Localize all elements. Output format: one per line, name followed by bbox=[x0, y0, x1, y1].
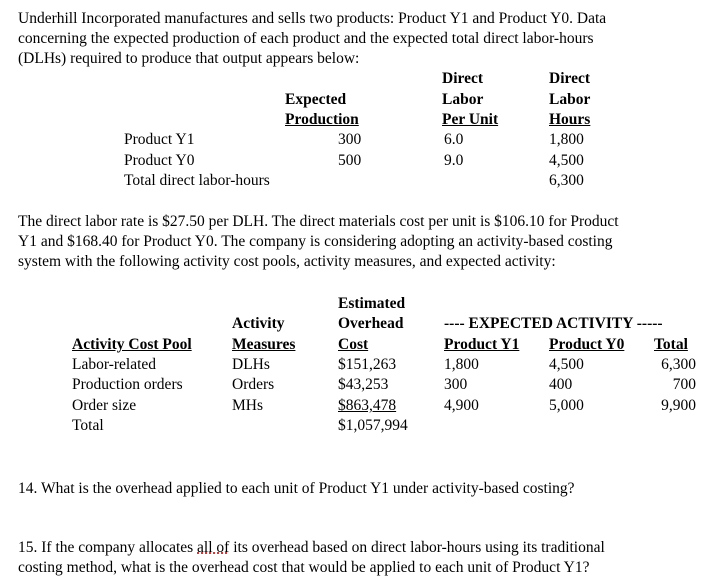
t2-header-pool: Activity Cost Pool bbox=[72, 336, 192, 353]
t2-header-measure-2: Measures bbox=[232, 336, 296, 353]
q15-text-b: its overhead based on direct labor-hours using its traditional bbox=[229, 539, 605, 556]
t2-row-1-y0: 4,500 bbox=[549, 356, 584, 373]
t2-total-label: Total bbox=[72, 417, 104, 434]
t2-header-total: Total bbox=[654, 336, 688, 353]
t2-row-3-pool: Order size bbox=[72, 397, 137, 414]
t1-header-hours-1: Direct bbox=[549, 70, 591, 87]
t2-row-2-cost: $43,253 bbox=[338, 376, 389, 393]
middle-line-1: The direct labor rate is $27.50 per DLH. The direct materials cost per unit is $106.10 for Product bbox=[18, 213, 619, 230]
intro-line-2: concerning the expected production of each product and the expected total direct labor-hours bbox=[18, 30, 594, 47]
t1-row-2-production: 500 bbox=[338, 152, 362, 169]
question-15-line-1 bbox=[18, 538, 605, 558]
t2-header-y1: Product Y1 bbox=[444, 336, 520, 353]
t2-row-2-y1: 300 bbox=[444, 376, 468, 393]
t2-row-1-y1: 1,800 bbox=[444, 356, 479, 373]
t2-header-cost-1: Estimated bbox=[338, 295, 406, 312]
t1-row-1-label: Product Y1 bbox=[124, 131, 195, 148]
question-15-line-2: costing method, what is the overhead cost that would be applied to each unit of Product Y1? bbox=[18, 559, 590, 576]
t1-header-perunit-1: Direct bbox=[442, 70, 484, 87]
t2-row-2-pool: Production orders bbox=[72, 376, 183, 393]
t1-header-hours-2: Labor bbox=[549, 91, 591, 108]
intro-line-1: Underhill Incorporated manufactures and sells two products: Product Y1 and Product Y0. Data bbox=[18, 10, 607, 27]
q15-text-a: 15. If the company allocates bbox=[18, 539, 198, 556]
t2-row-1-cost: $151,263 bbox=[338, 356, 397, 373]
t1-row-2-label: Product Y0 bbox=[124, 152, 195, 169]
t1-row-2-hours: 4,500 bbox=[549, 152, 584, 169]
t1-header-hours-3: Hours bbox=[549, 111, 591, 128]
t2-header-expected-activity: ---- EXPECTED ACTIVITY ----- bbox=[444, 315, 663, 332]
t2-header-measure-1: Activity bbox=[232, 315, 285, 332]
t1-header-production-1: Expected bbox=[285, 91, 347, 108]
t2-row-2-total: 700 bbox=[672, 376, 696, 393]
question-14: 14. What is the overhead applied to each unit of Product Y1 under activity-based costing? bbox=[18, 480, 575, 497]
t2-row-3-y0: 5,000 bbox=[549, 397, 584, 414]
t2-row-1-total: 6,300 bbox=[661, 356, 696, 373]
t1-total-label: Total direct labor-hours bbox=[124, 172, 270, 189]
t2-row-3-measure: MHs bbox=[232, 397, 264, 414]
t2-header-y0: Product Y0 bbox=[549, 336, 625, 353]
middle-line-3: system with the following activity cost pools, activity measures, and expected activity: bbox=[18, 253, 556, 270]
t1-header-production-2: Production bbox=[285, 111, 359, 128]
t1-header-perunit-2: Labor bbox=[442, 91, 484, 108]
t1-row-1-production: 300 bbox=[338, 131, 362, 148]
t2-row-3-y1: 4,900 bbox=[444, 397, 479, 414]
t2-row-2-y0: 400 bbox=[549, 376, 573, 393]
t2-row-3-cost: $863,478 bbox=[338, 397, 397, 414]
middle-line-2: Y1 and $168.40 for Product Y0. The company is considering adopting an activity-based costing bbox=[18, 233, 613, 250]
t2-total-cost: $1,057,994 bbox=[338, 417, 408, 434]
t1-row-1-hours: 1,800 bbox=[549, 131, 584, 148]
t2-header-cost-2: Overhead bbox=[338, 315, 404, 332]
t2-row-3-total: 9,900 bbox=[661, 397, 696, 414]
t1-header-perunit-3: Per Unit bbox=[442, 111, 499, 128]
t2-row-2-measure: Orders bbox=[232, 376, 275, 393]
t1-row-1-perunit: 6.0 bbox=[444, 131, 464, 148]
t1-row-2-perunit: 9.0 bbox=[444, 152, 464, 169]
intro-line-3: (DLHs) required to produce that output appears below: bbox=[18, 50, 360, 67]
q15-highlight: all of bbox=[197, 539, 230, 556]
t2-header-cost-3: Cost bbox=[338, 336, 369, 353]
t1-total-hours: 6,300 bbox=[549, 172, 584, 189]
t2-row-1-measure: DLHs bbox=[232, 356, 270, 373]
t2-row-1-pool: Labor-related bbox=[72, 356, 157, 373]
